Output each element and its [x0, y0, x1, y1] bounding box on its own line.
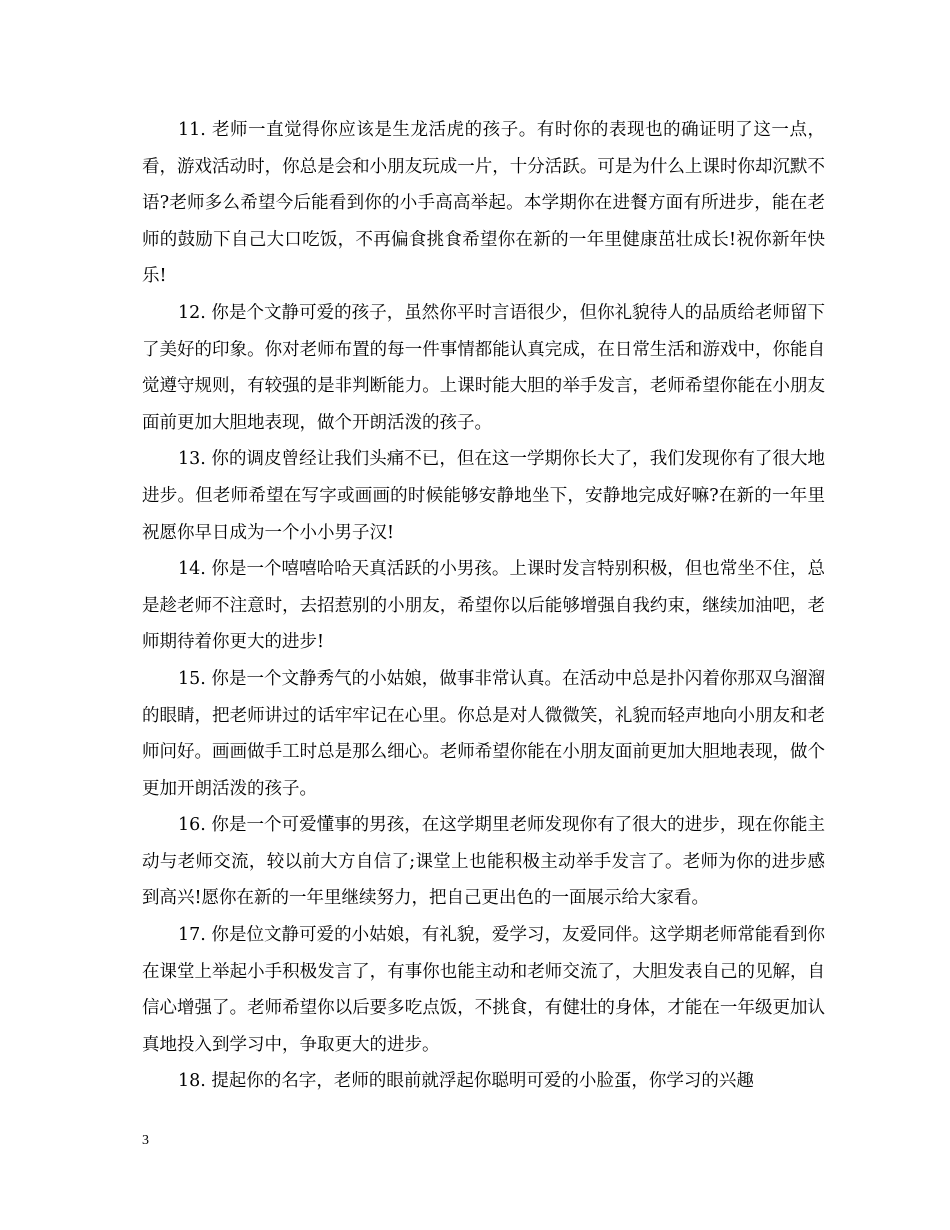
paragraph-14: 14. 你是一个嘻嘻哈哈天真活跃的小男孩。上课时发言特别积极，但也常坐不住，总是趁老师不注意时，去招惹别的小朋友，希望你以后能够增强自我约束，继续加油吧，老师期待着你更大的进步! — [142, 559, 825, 653]
paragraph-15: 15. 你是一个文静秀气的小姑娘，做事非常认真。在活动中总是扑闪着你那双乌溜溜的眼睛，把老师讲过的话牢牢记在心里。你总是对人微微笑，礼貌而轻声地向小朋友和老师问好。画画做手工时总是那么细心。老师希望你能在小朋友面前更加大胆地表现，做个更加开朗活泼的孩子。 — [142, 668, 825, 799]
paragraph-16: 16. 你是一个可爱懂事的男孩，在这学期里老师发现你有了很大的进步，现在你能主动与老师交流，较以前大方自信了;课堂上也能积极主动举手发言了。老师为你的进步感到高兴!愿你在新的一年里继续努力，把自己更出色的一面展示给大家看。 — [142, 815, 825, 909]
paragraph-11: 11. 老师一直觉得你应该是生龙活虎的孩子。有时你的表现也的确证明了这一点，看，游戏活动时，你总是会和小朋友玩成一片，十分活跃。可是为什么上课时你却沉默不语?老师多么希望今后能看到你的小手高高举起。本学期你在进餐方面有所进步，能在老师的鼓励下自己大口吃饭，不再偏食挑食希望你在新的一年里健康茁壮成长!祝你新年快乐! — [142, 120, 825, 287]
paragraph-18: 18. 提起你的名字，老师的眼前就浮起你聪明可爱的小脸蛋，你学习的兴趣 — [178, 1071, 754, 1092]
document-body — [142, 112, 825, 1100]
paragraph-13: 13. 你的调皮曾经让我们头痛不已，但在这一学期你长大了，我们发现你有了很大地进步。但老师希望在写字或画画的时候能够安静地坐下，安静地完成好嘛?在新的一年里祝愿你早日成为一个小小男子汉! — [142, 449, 825, 543]
paragraph-17: 17. 你是位文静可爱的小姑娘，有礼貌，爱学习，友爱同伴。这学期老师常能看到你在课堂上举起小手积极发言了，有事你也能主动和老师交流了，大胆发表自己的见解，自信心增强了。老师希望你以后要多吃点饭，不挑食，有健壮的身体，才能在一年级更加认真地投入到学习中，争取更大的进步。 — [142, 925, 825, 1055]
paragraph-12: 12. 你是个文静可爱的孩子，虽然你平时言语很少，但你礼貌待人的品质给老师留下了美好的印象。你对老师布置的每一件事情都能认真完成，在日常生活和游戏中，你能自觉遵守规则，有较强的是非判断能力。上课时能大胆的举手发言，老师希望你能在小朋友面前更加大胆地表现，做个开朗活泼的孩子。 — [142, 302, 825, 433]
page-number: 3 — [142, 1133, 149, 1148]
